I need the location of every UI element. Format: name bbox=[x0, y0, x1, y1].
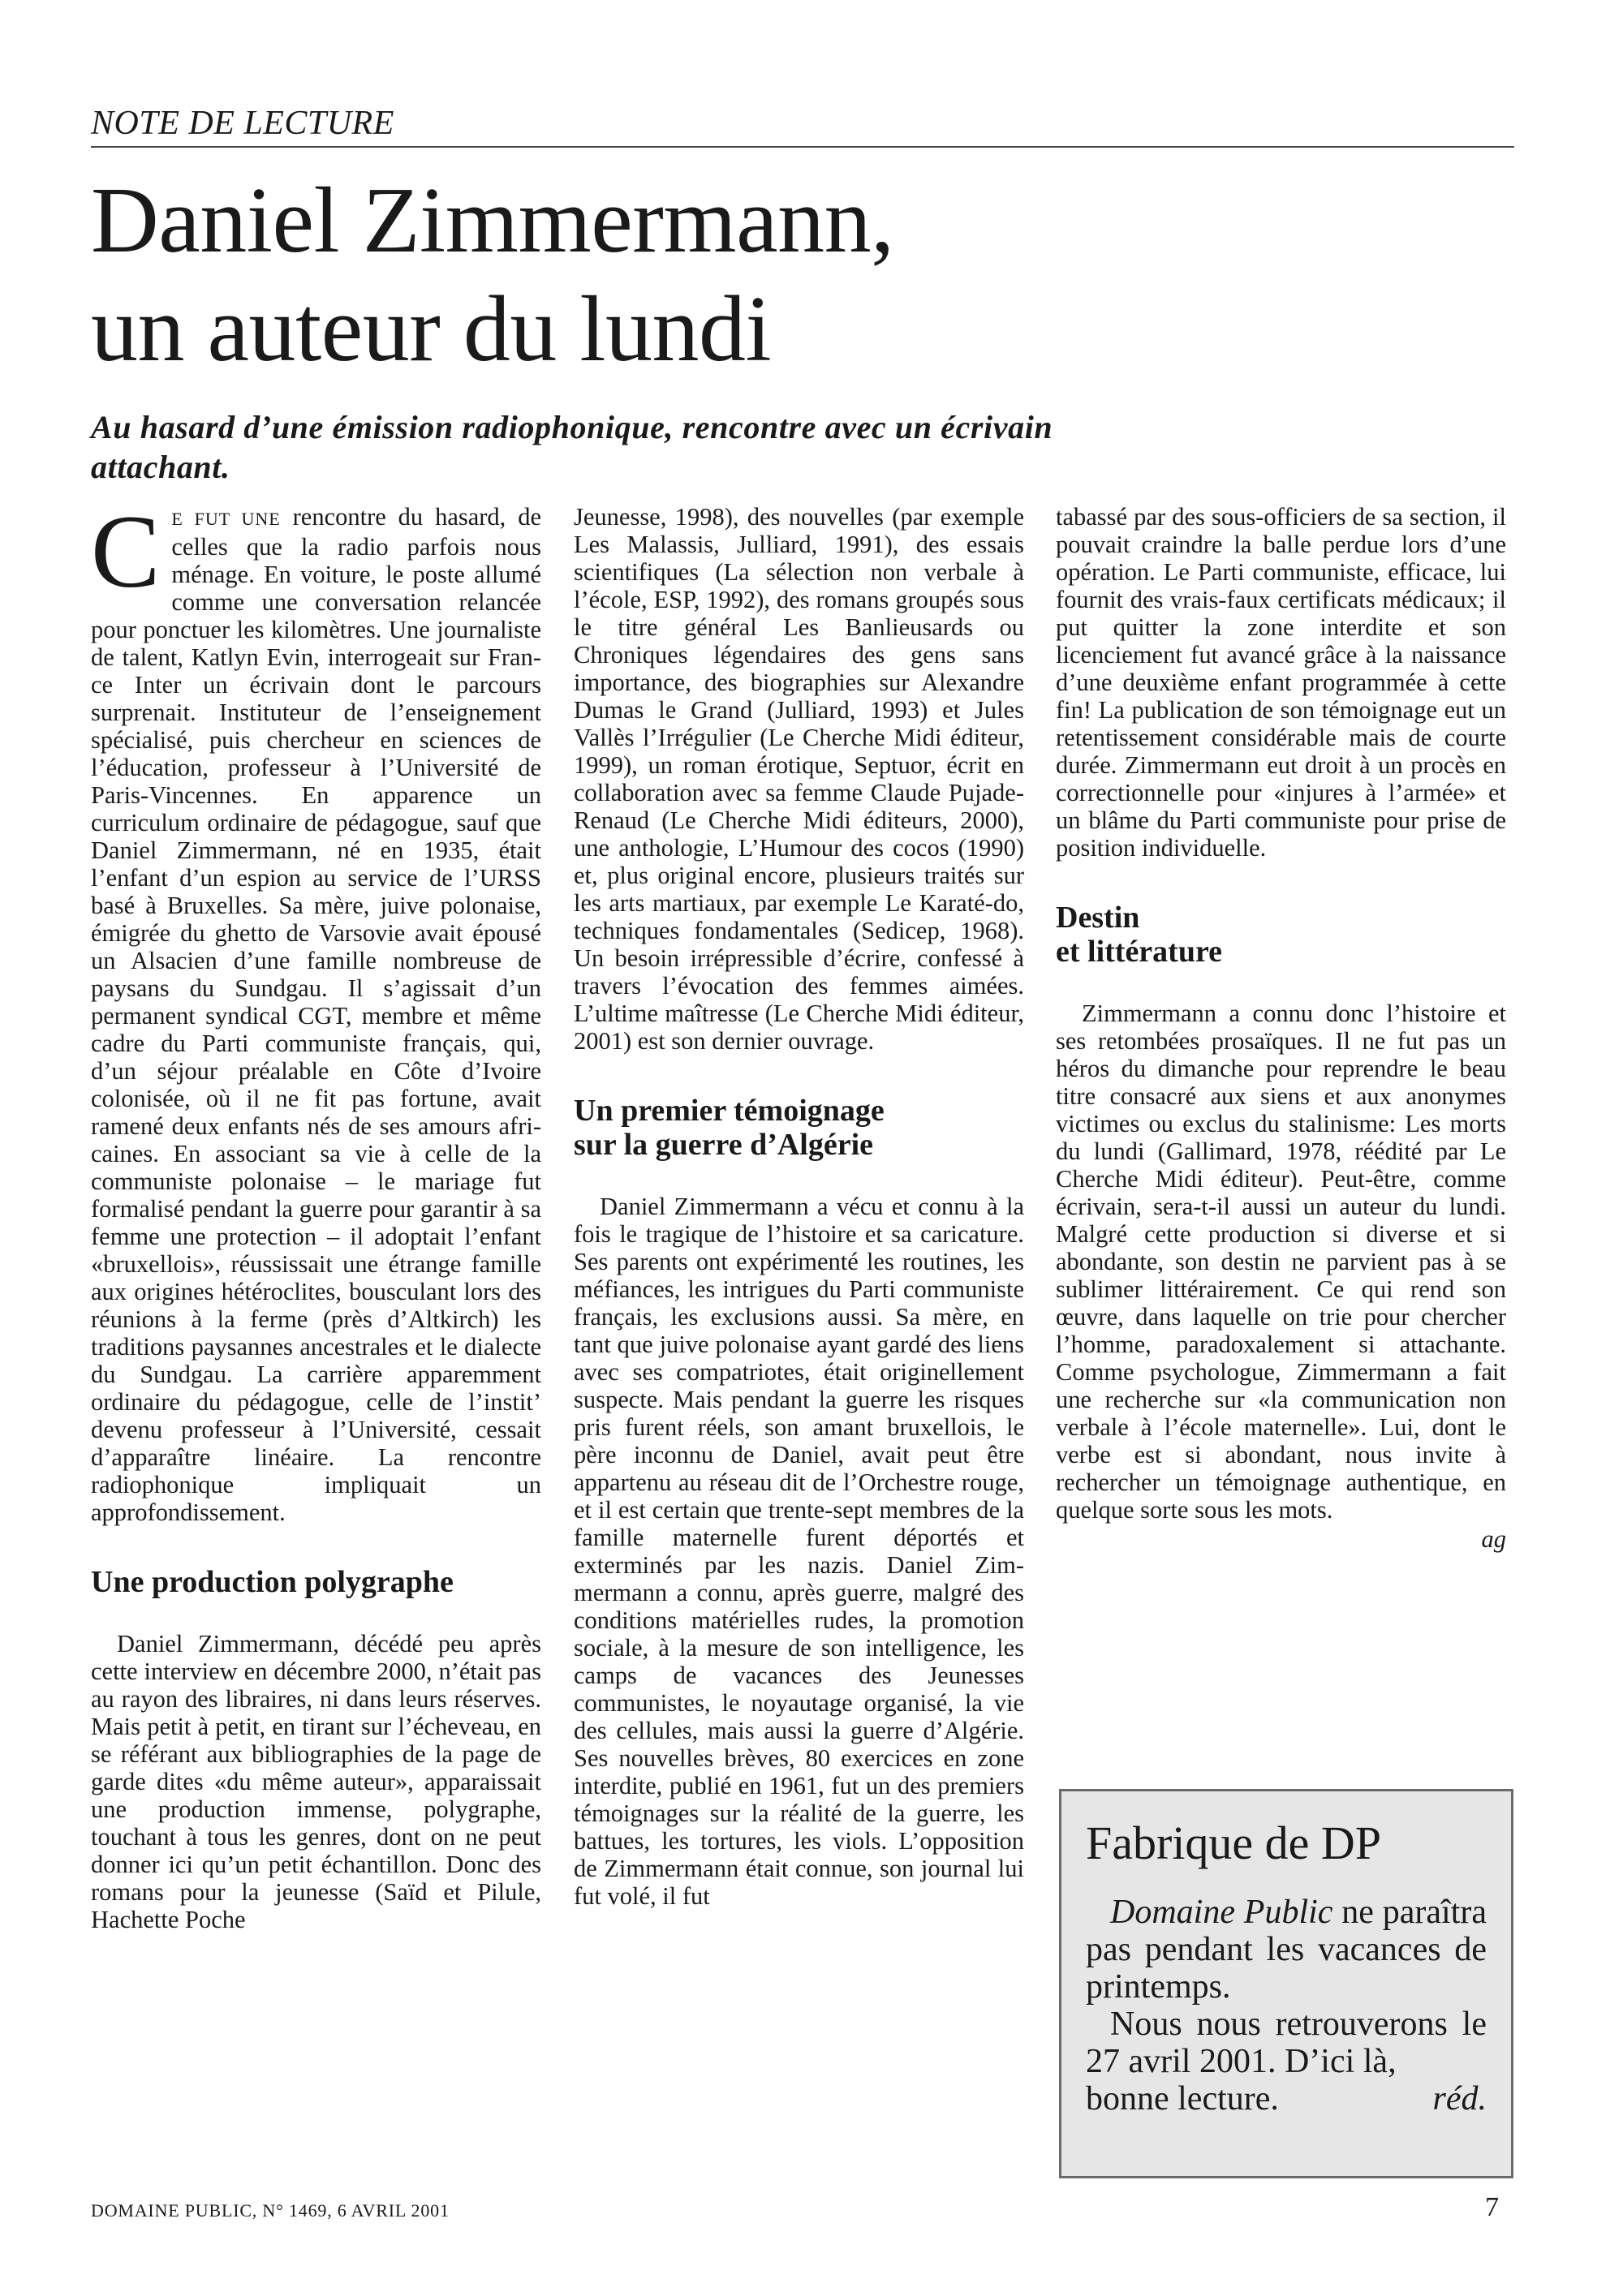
section-label: NOTE DE LECTURE bbox=[91, 105, 394, 142]
subheading-destin bbox=[1056, 901, 1506, 969]
subheading-destin-line-1: Destin bbox=[1056, 901, 1140, 935]
col2-paragraph-2: Daniel Zimmermann a vécu et connu à la fois le tragique de l’histoire et sa caricature. Ses parents ont expérimenté les routines, les méfiances, les intrigues du Parti communiste français, les exclusions aussi. Sa mère, en tant que juive polonaise ayant gardé des liens avec ses compatriotes, était originellement suspecte. Mais pendant la guerre les risques pris furent réels, son amant bruxellois, le père inconnu de Daniel, avait peut être appartenu au réseau dit de l’Orchestre rouge, et il est certain que trente-sept membres de la famille maternelle furent déportés et exterminés par les nazis. Daniel Zimmermann a connu, après guerre, malgré des conditions matérielles rudes, la promotion sociale, à la mesure de son intelligence, les camps de vacances des Jeunesses communistes, le noyautage organisé, la vie des cellules, mais aussi la guerre d’Algérie. Ses nouvelles brèves, 80 exercices en zone interdite, publié en 1961, fut un des premiers témoignages sur la réalité de la guerre, les battues, les tortures, les viols. L’opposition de Zimmermann était connue, son journal lui fut volé, il fut bbox=[574, 1193, 1024, 1910]
box-closing: bonne lecture. bbox=[1086, 2080, 1279, 2118]
header-rule bbox=[91, 146, 1514, 148]
box-paragraph-1-text: ne paraîtra pas pendant les vacances de printemps. bbox=[1086, 1894, 1487, 2006]
article-title bbox=[91, 166, 894, 384]
box-signature-row bbox=[1086, 2080, 1487, 2118]
drop-cap: C bbox=[91, 494, 161, 609]
column-3 bbox=[1056, 503, 1506, 1553]
fabrique-box bbox=[1059, 1789, 1513, 2178]
box-paragraph-1 bbox=[1086, 1894, 1487, 2006]
subheading-destin-line-2: et littérature bbox=[1056, 935, 1223, 969]
col1-paragraph-1 bbox=[91, 494, 541, 1526]
subheading-production: Une production polygraphe bbox=[91, 1565, 454, 1599]
footer-page-number: 7 bbox=[1485, 2192, 1499, 2222]
box-publication-name: Domaine Public bbox=[1110, 1894, 1333, 1931]
title-line-2: un auteur du lundi bbox=[91, 277, 772, 381]
title-line-1: Daniel Zimmermann, bbox=[91, 169, 894, 273]
box-title: Fabrique de DP bbox=[1086, 1817, 1382, 1869]
col3-paragraph-1: tabassé par des sous-officiers de sa section, il pouvait craindre la balle perdue lors d’une opération. Le Parti communiste, efficace, lui fournit des vrais-faux certificats médicaux; il put quitter la zone interdite et son licenciement fut avancé grâce à la naissance d’une deuxième enfant programmée à cette fin! La publication de son témoignage eut un retentissement considérable mais de courte durée. Zimmermann eut droit à un procès en correctionnelle pour «injures à l’armée» et un blâme du Parti communiste pour prise de position individuelle. bbox=[1056, 503, 1506, 862]
column-1 bbox=[91, 494, 541, 1933]
footer-publication: DOMAINE PUBLIC, N° 1469, 6 AVRIL 2001 bbox=[91, 2200, 450, 2221]
small-caps-opening: E FUT UNE bbox=[171, 509, 281, 529]
box-paragraph-2: Nous nous retrouverons le 27 avril 2001. D’ici là, bbox=[1086, 2006, 1487, 2080]
col1-paragraph-2: Daniel Zimmermann, décédé peu après cette interview en décembre 2000, n’était pas au rayon des libraires, ni dans leurs réserves. Mais petit à petit, en tirant sur l’écheveau, en se référant aux bibliographies de la page de garde dites «du même auteur», apparaissait une production immense, polygraphe, touchant à tous les genres, dont on ne peut donner ici qu’un petit échantillon. Donc des romans pour la jeunesse (Saïd et Pilule, Hachette Poche bbox=[91, 1630, 541, 1933]
article-lead: Au hasard d’une émission radiophonique, rencontre avec un écrivain attachant. bbox=[91, 409, 1053, 485]
col1-text-1: rencontre du hasard, de celles que la radio parfois nous ménage. En voiture, le poste allumé comme une conversation relancée pour ponctuer les kilomètres. Une journaliste de talent, Katlyn Evin, interrogeait sur France Inter un écrivain dont le parcours surprenait. Instituteur de l’enseignement spécialisé, puis chercheur en sciences de l’éducation, professeur à l’Université de Paris-Vincennes. En apparence un curriculum ordinaire de pédagogue, sauf que Daniel Zimmermann, né en 1935, était l’enfant d’un espion au service de l’URSS basé à Bruxelles. Sa mère, juive polonaise, émigrée du ghetto de Varsovie avait épousé un Alsacien d’une famille nombreuse de paysans du Sundgau. Il s’agissait d’un permanent syndical CGT, membre et même cadre du Parti communiste français, qui, d’un séjour préalable en Côte d’Ivoire colonisée, où il ne fit pas fortune, avait ramené deux enfants nés de ses amours africaines. En associant sa vie à celle de la communiste polonaise – le mariage fut formalisé pendant la guerre pour garantir à sa femme une protection – il adoptait l’enfant «bruxellois», réussissait une étrange famille aux origines hétéroclites, bousculant lors des réunions à la ferme (près d’Altkirch) les traditions paysannes ancestrales et le dialecte du Sundgau. La carrière apparemment ordinaire du pédagogue, celle de l’instit’ devenu professeur à l’Université, cessait d’apparaître linéaire. La rencontre radiophonique impliquait un approfondissement. bbox=[91, 503, 541, 1526]
box-signature: réd. bbox=[1432, 2080, 1487, 2118]
subheading-temoignage-line-2: sur la guerre d’Algérie bbox=[574, 1128, 874, 1162]
subheading-temoignage-line-1: Un premier témoignage bbox=[574, 1094, 885, 1128]
author-signature: ag bbox=[1481, 1525, 1506, 1553]
subheading-temoignage bbox=[574, 1094, 1024, 1162]
column-2 bbox=[574, 503, 1024, 1910]
col2-paragraph-1: Jeunesse, 1998), des nouvelles (par exemple Les Malassis, Julliard, 1991), des essais scientifiques (La sélection non verbale à l’école, ESP, 1992), des romans groupés sous le titre général Les Banlieusards ou Chroniques légendaires des gens sans importance, des biographies sur Alexandre Dumas le Grand (Julliard, 1993) et Jules Vallès l’Irrégulier (Le Cherche Midi éditeur, 1999), un roman érotique, Septuor, écrit en collaboration avec sa femme Claude Pujade-Renaud (Le Cherche Midi éditeurs, 2000), une anthologie, L’Humour des cocos (1990) et, plus original encore, plusieurs traités sur les arts martiaux, par exemple Le Karaté-do, techniques fondamentales (Sedicep, 1968). Un besoin irrépressible d’écrire, confessé à travers l’évocation des femmes aimées. L’ultime maîtresse (Le Cherche Midi éditeur, 2001) est son dernier ouvrage. bbox=[574, 503, 1024, 1055]
col3-paragraph-2: Zimmermann a connu donc l’histoire et ses retombées prosaïques. Il ne fut pas un héros du dimanche pour reprendre le beau titre consacré aux siens et aux anonymes victimes ou exclus du stalinisme: Les morts du lundi (Gallimard, 1978, réédité par Le Cherche Midi éditeur). Peut-être, comme écrivain, sera-t-il aussi un auteur du lundi. Malgré cette production si diverse et si abondante, son destin ne parvient pas à se sublimer littérairement. Ce qui rend son œuvre, dans laquelle on trie pour chercher l’homme, paradoxalement si attachante. Comme psychologue, Zimmermann a fait une recherche sur «la communication non verbale à l’école maternelle». Lui, dont le verbe est si abondant, nous invite à rechercher un témoignage authentique, en quelque sorte sous les mots. bbox=[1056, 1000, 1506, 1524]
